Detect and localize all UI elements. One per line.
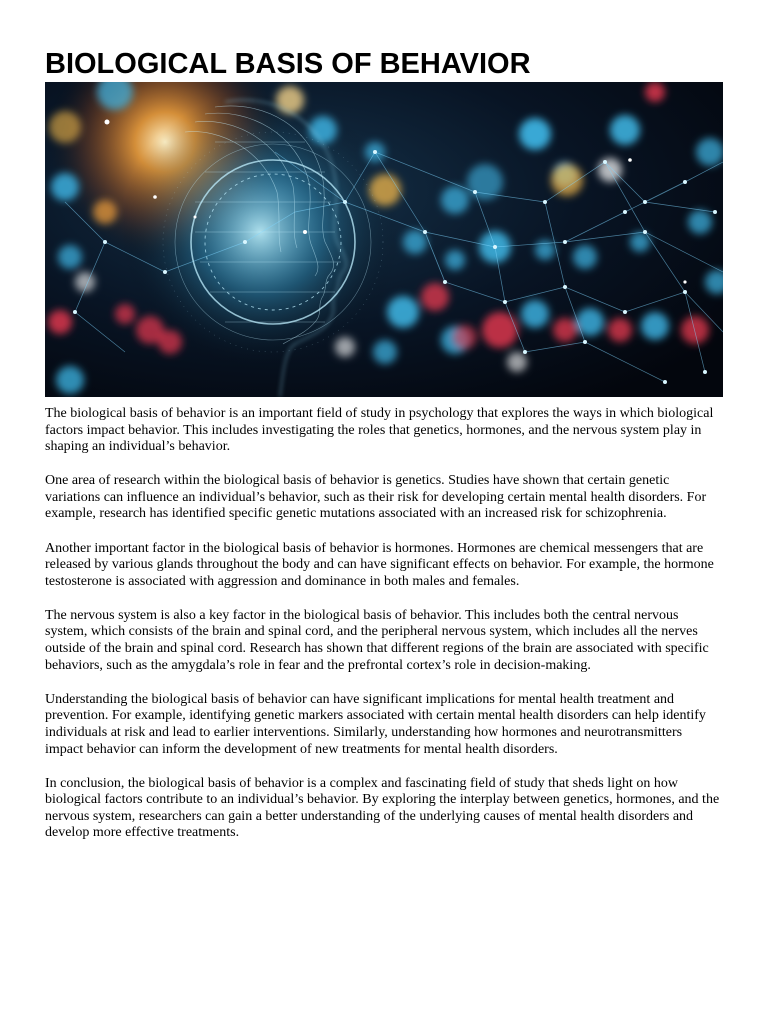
hero-image xyxy=(45,82,723,397)
paragraph-hormones: Another important factor in the biological basis of behavior is hormones. Hormones are chemical messengers that are released by various glands throughout the body and can have significant effects on behavior. For example, the hormone testosterone is associated with aggression and dominance in both males and females. xyxy=(45,540,714,589)
article-body xyxy=(45,406,723,859)
paragraph-nervous-system: The nervous system is also a key factor in the biological basis of behavior. This includes both the central nervous system, which consists of the brain and spinal cord, and the peripheral nervous system, which includes all the nerves outside of the brain and spinal cord. Research has shown that different regions of the brain are associated with specific behaviors, such as the amygdala’s role in fear and the prefrontal cortex’s role in decision-making. xyxy=(45,607,709,673)
paragraph-implications: Understanding the biological basis of behavior can have significant implications for mental health treatment and prevention. For example, identifying genetic markers associated with certain mental health disorders can help identify individuals at risk and lead to earlier interventions. Similarly, understanding how hormones and neurotransmitters impact behavior can inform the development of new treatments for mental health disorders. xyxy=(45,691,706,757)
digital-head-network-illustration xyxy=(45,82,723,397)
paragraph-conclusion: In conclusion, the biological basis of behavior is a complex and fascinating field of study that sheds light on how biological factors contribute to an individual’s behavior. By exploring the interplay between genetics, hormones, and the nervous system, researchers can gain a better understanding of the underlying causes of mental health disorders and develop more effective treatments. xyxy=(45,775,720,841)
paragraph-genetics: One area of research within the biological basis of behavior is genetics. Studies have shown that certain genetic variations can influence an individual’s behavior, such as their risk for developing certain mental health disorders. For example, research has identified specific genetic mutations associated with an increased risk for schizophrenia. xyxy=(45,473,707,522)
paragraph-intro: The biological basis of behavior is an important field of study in psychology that explores the ways in which biological factors impact behavior. This includes investigating the roles that genetics, hormones, and the nervous system play in shaping an individual’s behavior. xyxy=(45,406,714,455)
page-title: BIOLOGICAL BASIS OF BEHAVIOR xyxy=(45,48,531,80)
